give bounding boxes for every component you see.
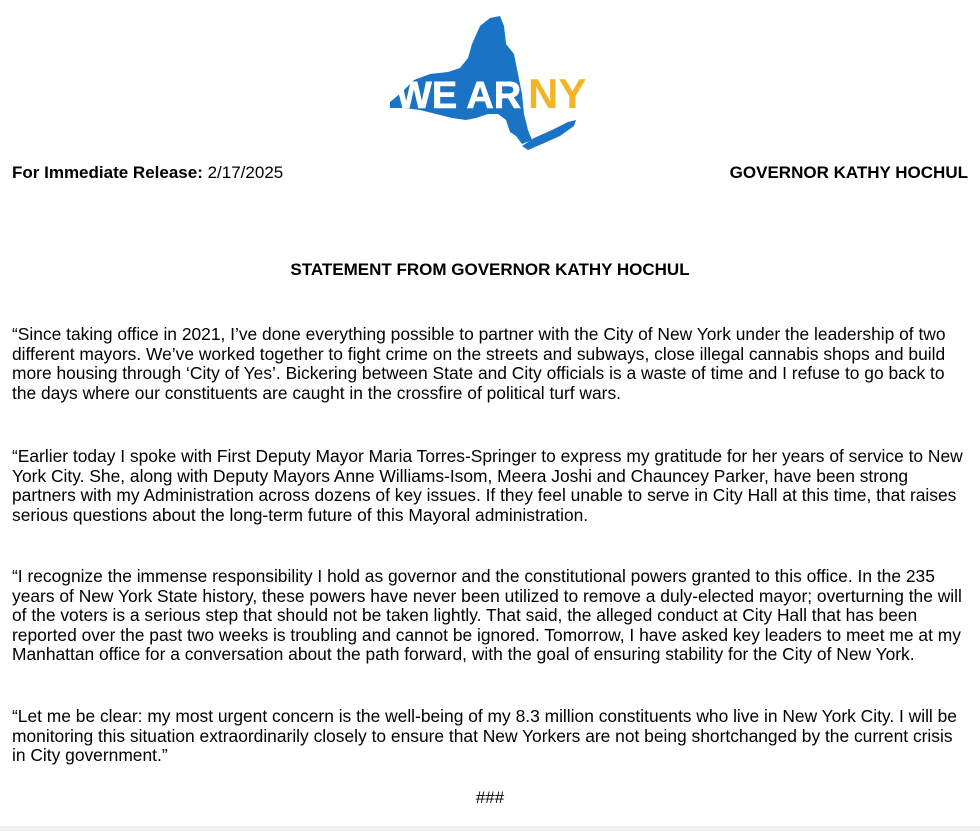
release-date: 2/17/2025 bbox=[207, 163, 284, 182]
we-are-ny-logo bbox=[382, 14, 598, 154]
statement-title: STATEMENT FROM GOVERNOR KATHY HOCHUL bbox=[290, 260, 690, 279]
statement-paragraph-1: “Since taking office in 2021, I’ve done everything possible to partner with the City of New York under the leadership of two different mayors. We’ve worked together to fight crime on the streets and subways, close illegal cannabis shops and build more housing through ‘City of Yes’. Bickering between State and City officials is a waste of time and I refuse to go back to the days where our constituents are caught in the crossfire of political turf wars. bbox=[12, 324, 946, 403]
release-label: For Immediate Release: bbox=[12, 163, 203, 182]
release-line bbox=[12, 162, 968, 184]
release-info bbox=[12, 163, 283, 183]
end-mark: ### bbox=[475, 788, 505, 807]
statement-paragraph-3: “I recognize the immense responsibility I hold as governor and the constitutional powers granted to this office. In the 235 years of New York State history, these powers have never been utilized to remove a duly-elected mayor; overturning the will of the voters is a serious step that should not be taken lightly. That said, the alleged conduct at City Hall that has been reported over the past two weeks is troubling and cannot be ignored. Tomorrow, I have asked key leaders to meet me at my Manhattan office for a conversation about the path forward, with the goal of ensuring stability for the City of New York. bbox=[12, 566, 962, 665]
bottom-divider bbox=[0, 826, 980, 831]
statement-paragraph-2: “Earlier today I spoke with First Deputy Mayor Maria Torres-Springer to express my gratitude for her years of service to New York City. She, along with Deputy Mayors Anne Williams-Isom, Meera Joshi and Chauncey Parker, have been strong partners with my Administration across dozens of key issues. If they feel unable to serve in City Hall at this time, that raises serious questions about the long-term future of this Mayoral administration. bbox=[12, 446, 963, 525]
governor-name: GOVERNOR KATHY HOCHUL bbox=[729, 163, 968, 182]
logo-we-are-text: WE ARE bbox=[396, 75, 547, 117]
logo-ny-text: NY bbox=[528, 70, 587, 117]
statement-paragraph-4: “Let me be clear: my most urgent concern is the well-being of my 8.3 million constituents who live in New York City. I will be monitoring this situation extraordinarily closely to ensure that New Yorkers are not being shortchanged by the current crisis in City government.” bbox=[12, 706, 957, 766]
